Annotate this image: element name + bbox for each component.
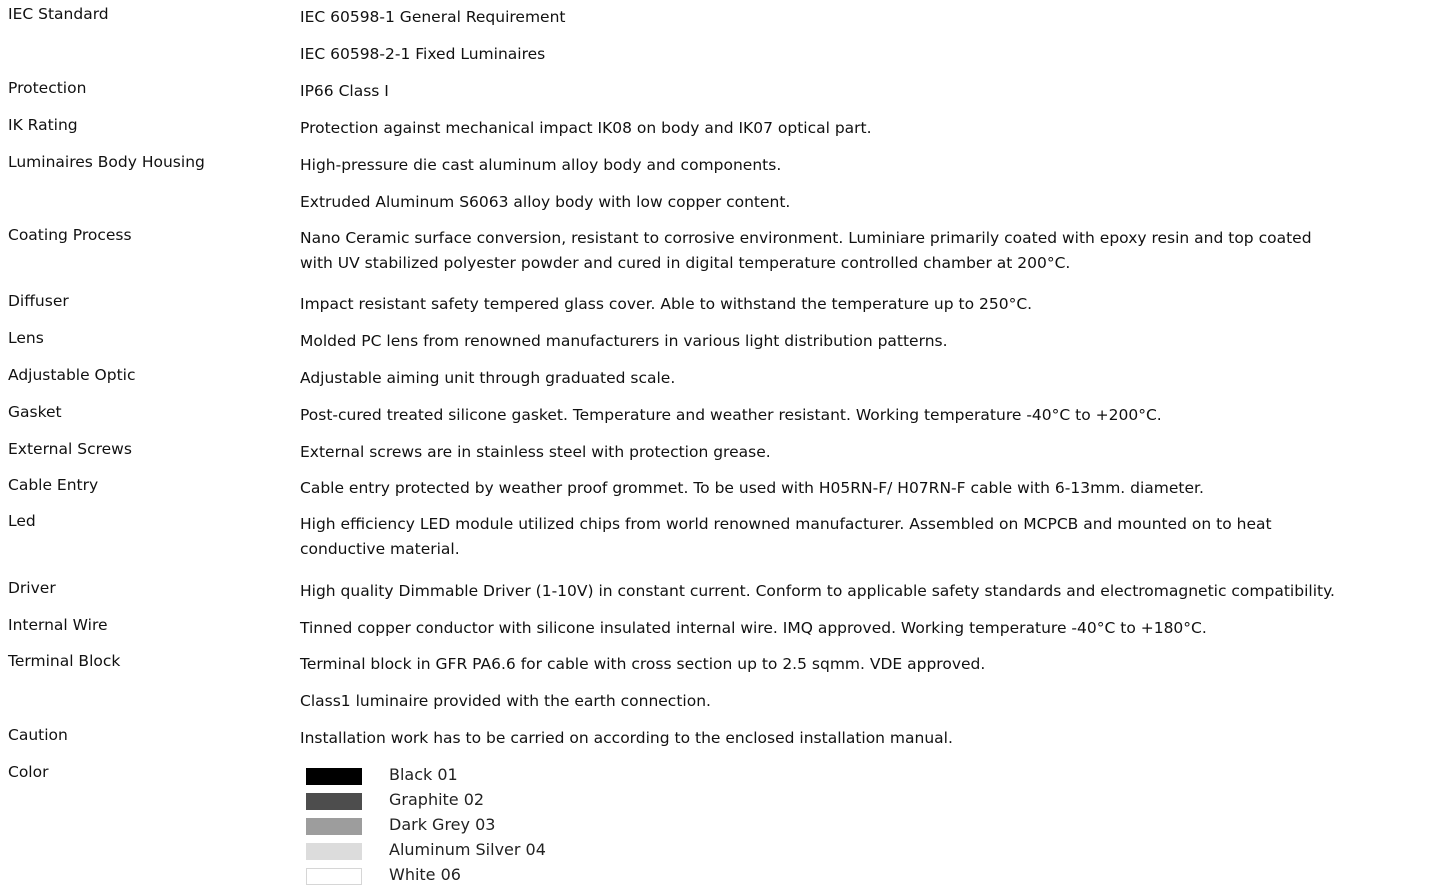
- spec-label: Terminal Block: [8, 652, 121, 670]
- color-swatch-name: Dark Grey 03: [389, 815, 496, 834]
- spec-value-line: Extruded Aluminum S6063 alloy body with low copper content.: [300, 193, 791, 211]
- spec-value: [300, 476, 1430, 501]
- spec-value: [300, 42, 1430, 67]
- spec-value: [300, 116, 1430, 141]
- spec-value-line: Protection against mechanical impact IK08 on body and IK07 optical part.: [300, 119, 872, 137]
- spec-value: [300, 616, 1430, 641]
- spec-value: [300, 440, 1430, 465]
- spec-value-line: conductive material.: [300, 540, 460, 558]
- color-swatch-name: Graphite 02: [389, 790, 485, 809]
- spec-value-line: Impact resistant safety tempered glass cover. Able to withstand the temperature up to 250°C.: [300, 295, 1033, 313]
- spec-label: Lens: [8, 329, 44, 347]
- spec-value-line: High efficiency LED module utilized chips from world renowned manufacturer. Assembled on MCPCB and mounted on to heat: [300, 515, 1272, 533]
- color-label: Color: [8, 763, 49, 781]
- spec-value-line: Adjustable aiming unit through graduated scale.: [300, 369, 676, 387]
- color-swatch-name: Aluminum Silver 04: [389, 840, 546, 859]
- spec-value-line: Nano Ceramic surface conversion, resistant to corrosive environment. Luminiare primarily coated with epoxy resin and top coated: [300, 229, 1312, 247]
- spec-value-line: with UV stabilized polyester powder and cured in digital temperature controlled chamber at 200°C.: [300, 254, 1071, 272]
- spec-label: Cable Entry: [8, 476, 99, 494]
- spec-value-line: Cable entry protected by weather proof grommet. To be used with H05RN-F/ H07RN-F cable with 6-13mm. diameter.: [300, 479, 1204, 497]
- spec-value-line: High-pressure die cast aluminum alloy body and components.: [300, 156, 782, 174]
- spec-value: [300, 153, 1430, 178]
- color-chip: [306, 868, 362, 885]
- spec-value-line: Terminal block in GFR PA6.6 for cable with cross section up to 2.5 sqmm. VDE approved.: [300, 655, 986, 673]
- spec-label: Gasket: [8, 403, 62, 421]
- spec-value: [300, 190, 1430, 215]
- spec-value: [300, 5, 1430, 30]
- spec-value: [300, 226, 1430, 276]
- color-chip: [306, 843, 362, 860]
- spec-label: Driver: [8, 579, 56, 597]
- spec-label: Adjustable Optic: [8, 366, 136, 384]
- spec-value: [300, 366, 1430, 391]
- spec-value-line: IP66 Class I: [300, 82, 389, 100]
- spec-label: Caution: [8, 726, 68, 744]
- spec-label: External Screws: [8, 440, 132, 458]
- color-swatch-name: White 06: [389, 865, 461, 884]
- spec-value: [300, 512, 1430, 562]
- spec-value: [300, 579, 1430, 604]
- spec-value-line: Tinned copper conductor with silicone insulated internal wire. IMQ approved. Working temperature -40°C to +180°C.: [300, 619, 1207, 637]
- spec-value: [300, 689, 1430, 714]
- spec-value-line: Molded PC lens from renowned manufacturers in various light distribution patterns.: [300, 332, 948, 350]
- spec-value-line: IEC 60598-1 General Requirement: [300, 8, 566, 26]
- spec-label: Led: [8, 512, 36, 530]
- spec-value-line: Class1 luminaire provided with the earth connection.: [300, 692, 711, 710]
- spec-value: [300, 79, 1430, 104]
- spec-label: IEC Standard: [8, 5, 109, 23]
- spec-label: Luminaires Body Housing: [8, 153, 205, 171]
- spec-value: [300, 292, 1430, 317]
- color-swatch-name: Black 01: [389, 765, 458, 784]
- spec-label: IK Rating: [8, 116, 78, 134]
- spec-label: Protection: [8, 79, 87, 97]
- spec-label: Internal Wire: [8, 616, 108, 634]
- spec-label: Diffuser: [8, 292, 69, 310]
- spec-label: Coating Process: [8, 226, 132, 244]
- spec-value-line: Installation work has to be carried on according to the enclosed installation manual.: [300, 729, 953, 747]
- spec-value-line: IEC 60598-2-1 Fixed Luminaires: [300, 45, 546, 63]
- color-chip: [306, 793, 362, 810]
- spec-value-line: Post-cured treated silicone gasket. Temperature and weather resistant. Working temperature -40°C to +200°C.: [300, 406, 1162, 424]
- color-chip: [306, 768, 362, 785]
- color-chip: [306, 818, 362, 835]
- spec-value: [300, 403, 1430, 428]
- spec-value: [300, 726, 1430, 751]
- spec-value-line: High quality Dimmable Driver (1-10V) in constant current. Conform to applicable safety standards and electromagnetic compatibility.: [300, 582, 1335, 600]
- spec-value-line: External screws are in stainless steel with protection grease.: [300, 443, 771, 461]
- spec-value: [300, 652, 1430, 677]
- spec-value: [300, 329, 1430, 354]
